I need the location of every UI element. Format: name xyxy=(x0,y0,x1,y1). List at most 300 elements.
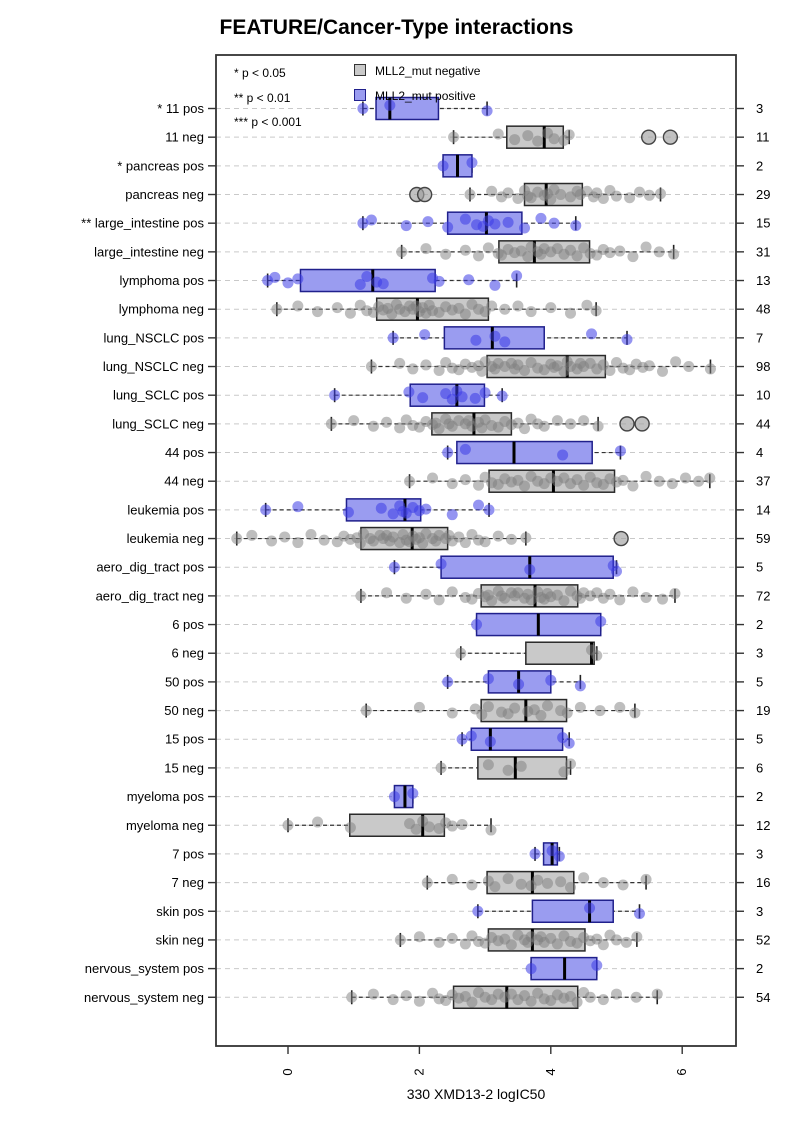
data-point-positive xyxy=(378,278,389,289)
data-point-positive xyxy=(482,105,493,116)
data-point-negative xyxy=(460,474,471,485)
y-axis-label: 15 pos xyxy=(164,731,204,747)
data-point-positive xyxy=(554,851,565,862)
data-point-negative xyxy=(552,415,563,426)
x-tick-label: 4 xyxy=(542,1068,558,1076)
data-point-positive xyxy=(489,331,500,342)
y-axis-label: lymphoma neg xyxy=(118,301,204,317)
data-point-positive xyxy=(483,673,494,684)
data-point-negative xyxy=(346,992,357,1003)
y-axis-label: lung_NSCLC pos xyxy=(103,330,204,346)
data-point-positive xyxy=(260,504,271,515)
data-point-negative xyxy=(355,590,366,601)
y-axis-label: pancreas neg xyxy=(125,187,204,203)
data-point-positive xyxy=(615,445,626,456)
data-point-negative xyxy=(447,586,458,597)
count-label: 29 xyxy=(756,187,771,203)
data-point-negative xyxy=(641,592,652,603)
count-label: 5 xyxy=(756,674,764,690)
data-point-negative xyxy=(246,530,257,541)
data-point-positive xyxy=(634,908,645,919)
data-point-positive xyxy=(470,335,481,346)
count-label: 3 xyxy=(756,101,764,116)
y-axis-label: myeloma neg xyxy=(125,817,204,833)
count-label: 4 xyxy=(756,445,764,461)
data-point-positive xyxy=(361,271,372,282)
data-point-positive xyxy=(422,216,433,227)
data-point-negative xyxy=(489,881,500,892)
y-axis-label: nervous_system pos xyxy=(84,961,204,977)
data-point-negative xyxy=(509,703,520,714)
data-point-negative xyxy=(542,700,553,711)
outlier-point xyxy=(635,417,649,431)
data-point-positive xyxy=(557,449,568,460)
y-axis-label: leukemia neg xyxy=(126,531,204,547)
data-point-negative xyxy=(539,421,550,432)
data-point-negative xyxy=(361,705,372,716)
data-point-negative xyxy=(562,707,573,718)
data-point-positive xyxy=(526,963,537,974)
data-point-negative xyxy=(593,421,604,432)
data-point-negative xyxy=(614,246,625,257)
data-point-negative xyxy=(483,701,494,712)
data-point-positive xyxy=(485,736,496,747)
data-point-negative xyxy=(345,308,356,319)
data-point-negative xyxy=(483,242,494,253)
data-point-negative xyxy=(447,821,458,832)
data-point-negative xyxy=(407,363,418,374)
count-label: 6 xyxy=(756,760,764,776)
data-point-negative xyxy=(401,593,412,604)
data-point-positive xyxy=(489,280,500,291)
y-axis-label: lung_NSCLC neg xyxy=(102,359,204,375)
data-point-positive xyxy=(499,336,510,347)
count-label: 14 xyxy=(756,502,771,518)
data-point-negative xyxy=(404,476,415,487)
data-point-negative xyxy=(522,130,533,141)
data-point-negative xyxy=(564,129,575,140)
data-point-negative xyxy=(466,879,477,890)
data-point-negative xyxy=(292,537,303,548)
data-point-positive xyxy=(329,390,340,401)
data-point-negative xyxy=(591,650,602,661)
data-point-negative xyxy=(614,594,625,605)
data-point-negative xyxy=(657,594,668,605)
data-point-negative xyxy=(641,471,652,482)
data-point-negative xyxy=(420,359,431,370)
data-point-negative xyxy=(455,648,466,659)
data-point-negative xyxy=(460,308,471,319)
data-point-negative xyxy=(618,475,629,486)
data-point-negative xyxy=(447,933,458,944)
data-point-negative xyxy=(414,702,425,713)
y-axis-label: 44 pos xyxy=(164,445,204,461)
data-point-negative xyxy=(644,360,655,371)
y-axis-label: skin pos xyxy=(156,903,204,919)
data-point-positive xyxy=(611,566,622,577)
y-axis-label: 6 pos xyxy=(172,617,204,633)
data-point-negative xyxy=(447,707,458,718)
significance-legend xyxy=(234,64,302,138)
data-point-negative xyxy=(654,246,665,257)
data-point-negative xyxy=(522,251,533,262)
data-point-negative xyxy=(503,873,514,884)
data-point-negative xyxy=(634,187,645,198)
data-point-negative xyxy=(655,188,666,199)
data-point-positive xyxy=(292,273,303,284)
data-point-negative xyxy=(581,300,592,311)
data-point-negative xyxy=(473,250,484,261)
y-axis-label: 44 neg xyxy=(164,473,204,489)
data-point-positive xyxy=(549,218,560,229)
data-point-negative xyxy=(535,710,546,721)
data-point-negative xyxy=(414,996,425,1007)
data-point-negative xyxy=(506,534,517,545)
box-positive xyxy=(532,900,613,922)
data-point-positive xyxy=(403,387,414,398)
count-label: 13 xyxy=(756,273,771,289)
count-label: 2 xyxy=(756,789,764,805)
data-point-negative xyxy=(420,243,431,254)
data-point-positive xyxy=(442,222,453,233)
count-label: 19 xyxy=(756,703,771,719)
data-point-negative xyxy=(305,529,316,540)
count-label: 31 xyxy=(756,244,771,260)
data-point-negative xyxy=(231,533,242,544)
data-point-negative xyxy=(516,761,527,772)
data-point-negative xyxy=(591,305,602,316)
data-point-negative xyxy=(266,535,277,546)
mutation-group-legend xyxy=(354,64,480,113)
data-point-positive xyxy=(595,616,606,627)
count-label: 37 xyxy=(756,473,771,489)
data-point-negative xyxy=(271,304,282,315)
data-point-positive xyxy=(472,906,483,917)
data-point-negative xyxy=(424,821,435,832)
data-point-negative xyxy=(414,931,425,942)
data-point-negative xyxy=(512,300,523,311)
data-point-positive xyxy=(473,500,484,511)
data-point-negative xyxy=(326,418,337,429)
count-label: 10 xyxy=(756,387,771,403)
data-point-positive xyxy=(503,217,514,228)
data-point-negative xyxy=(503,765,514,776)
data-point-negative xyxy=(627,586,638,597)
x-tick-label: 0 xyxy=(280,1068,295,1076)
count-label: 5 xyxy=(756,731,764,747)
data-point-positive xyxy=(591,960,602,971)
y-axis-label: 7 pos xyxy=(172,846,204,862)
data-point-positive xyxy=(420,504,431,515)
x-tick-label: 6 xyxy=(674,1068,690,1076)
data-point-positive xyxy=(497,391,508,402)
y-axis-label: lung_SCLC neg xyxy=(112,416,204,432)
data-point-negative xyxy=(611,191,622,202)
data-point-negative xyxy=(565,758,576,769)
data-point-positive xyxy=(401,220,412,231)
data-point-positive xyxy=(511,270,522,281)
data-point-negative xyxy=(595,705,606,716)
y-axis-label: aero_dig_tract pos xyxy=(96,559,204,575)
data-point-negative xyxy=(693,476,704,487)
data-point-positive xyxy=(545,675,556,686)
data-point-negative xyxy=(457,819,468,830)
data-point-positive xyxy=(376,503,387,514)
data-point-positive xyxy=(434,276,445,287)
count-label: 5 xyxy=(756,559,764,575)
data-point-positive xyxy=(484,504,495,515)
data-point-negative xyxy=(480,536,491,547)
box-positive xyxy=(471,728,562,750)
data-point-positive xyxy=(470,393,481,404)
data-point-positive xyxy=(447,509,458,520)
data-point-negative xyxy=(520,532,531,543)
data-point-negative xyxy=(629,707,640,718)
data-point-positive xyxy=(584,903,595,914)
y-axis-label: * pancreas pos xyxy=(117,158,204,174)
y-axis-label: 11 neg xyxy=(165,129,204,145)
count-label: 54 xyxy=(756,989,771,1005)
data-point-negative xyxy=(493,128,504,139)
data-point-negative xyxy=(312,306,323,317)
count-label: 2 xyxy=(756,158,764,174)
y-axis-label: 15 neg xyxy=(164,760,204,776)
data-point-negative xyxy=(447,874,458,885)
count-label: 98 xyxy=(756,359,771,375)
data-point-negative xyxy=(464,189,475,200)
y-axis-label: lymphoma pos xyxy=(119,273,204,289)
outlier-point xyxy=(642,130,656,144)
data-point-positive xyxy=(389,562,400,573)
data-point-negative xyxy=(447,478,458,489)
count-label: 11 xyxy=(756,129,770,145)
data-point-negative xyxy=(292,300,303,311)
data-point-negative xyxy=(670,356,681,367)
data-point-positive xyxy=(442,447,453,458)
data-point-negative xyxy=(657,366,668,377)
count-label: 2 xyxy=(756,617,764,633)
data-point-positive xyxy=(622,334,633,345)
data-point-negative xyxy=(420,589,431,600)
data-point-negative xyxy=(509,134,520,145)
data-point-negative xyxy=(434,594,445,605)
data-point-negative xyxy=(578,415,589,426)
data-point-negative xyxy=(555,189,566,200)
data-point-negative xyxy=(312,817,323,828)
data-point-negative xyxy=(348,415,359,426)
data-point-negative xyxy=(598,994,609,1005)
chart-title: FEATURE/Cancer-Type interactions xyxy=(219,16,574,39)
data-point-negative xyxy=(542,878,553,889)
count-label: 52 xyxy=(756,932,771,948)
y-axis-label: lung_SCLC pos xyxy=(112,387,204,403)
data-point-negative xyxy=(486,825,497,836)
data-point-negative xyxy=(545,302,556,313)
data-point-negative xyxy=(519,481,530,492)
data-point-positive xyxy=(489,218,500,229)
data-point-negative xyxy=(631,992,642,1003)
significance-legend-item-3: *** p < 0.001 xyxy=(234,115,302,129)
data-point-positive xyxy=(466,157,477,168)
data-point-negative xyxy=(417,538,428,549)
data-point-positive xyxy=(530,848,541,859)
data-point-negative xyxy=(434,423,445,434)
count-label: 2 xyxy=(756,961,764,977)
data-point-positive xyxy=(442,676,453,687)
data-point-negative xyxy=(624,192,635,203)
data-point-negative xyxy=(641,874,652,885)
data-point-positive xyxy=(570,220,581,231)
data-point-negative xyxy=(618,879,629,890)
data-point-negative xyxy=(611,989,622,1000)
data-point-positive xyxy=(417,392,428,403)
data-point-negative xyxy=(549,133,560,144)
legend-row-negative xyxy=(354,64,480,89)
significance-legend-item-1: * p < 0.05 xyxy=(234,66,286,80)
data-point-negative xyxy=(627,481,638,492)
data-point-negative xyxy=(611,934,622,945)
data-point-negative xyxy=(668,249,679,260)
y-axis-label: myeloma pos xyxy=(126,789,204,805)
data-point-negative xyxy=(704,473,715,484)
count-label: 12 xyxy=(756,817,771,833)
data-point-positive xyxy=(366,214,377,225)
y-axis-label: 50 neg xyxy=(164,703,204,719)
data-point-positive xyxy=(292,501,303,512)
data-point-positive xyxy=(388,332,399,343)
data-point-positive xyxy=(519,222,530,233)
data-point-negative xyxy=(604,589,615,600)
data-point-negative xyxy=(598,877,609,888)
data-point-negative xyxy=(506,939,517,950)
data-point-negative xyxy=(436,762,447,773)
legend-label-negative: MLL2_mut negative xyxy=(375,64,481,78)
data-point-negative xyxy=(396,246,407,257)
count-label: 3 xyxy=(756,846,764,862)
data-point-negative xyxy=(503,187,514,198)
y-axis-label: skin neg xyxy=(155,932,204,948)
data-point-positive xyxy=(407,788,418,799)
data-point-negative xyxy=(366,361,377,372)
count-label: 3 xyxy=(756,903,764,919)
x-axis-title: 330 XMD13-2 logIC50 xyxy=(406,1086,546,1102)
data-point-negative xyxy=(388,994,399,1005)
data-point-negative xyxy=(641,242,652,253)
y-axis-label: * 11 pos xyxy=(157,101,204,116)
data-point-positive xyxy=(471,619,482,630)
y-axis-label: leukemia pos xyxy=(127,502,204,518)
data-point-negative xyxy=(585,992,596,1003)
data-point-negative xyxy=(558,595,569,606)
data-point-positive xyxy=(457,391,468,402)
data-point-negative xyxy=(422,877,433,888)
data-point-positive xyxy=(460,214,471,225)
count-label: 15 xyxy=(756,215,771,231)
data-point-positive xyxy=(460,444,471,455)
data-point-positive xyxy=(283,277,294,288)
data-point-negative xyxy=(283,820,294,831)
data-point-negative xyxy=(516,879,527,890)
y-axis-label: ** large_intestine pos xyxy=(81,215,204,231)
data-point-negative xyxy=(598,939,609,950)
data-point-negative xyxy=(345,822,356,833)
data-point-negative xyxy=(486,186,497,197)
data-point-negative xyxy=(654,476,665,487)
data-point-negative xyxy=(578,872,589,883)
data-point-negative xyxy=(526,306,537,317)
data-point-negative xyxy=(427,473,438,484)
data-point-negative xyxy=(532,136,543,147)
data-point-positive xyxy=(438,160,449,171)
outlier-point xyxy=(614,532,628,546)
data-point-negative xyxy=(565,418,576,429)
data-point-negative xyxy=(401,990,412,1001)
box-negative xyxy=(526,642,594,664)
data-point-negative xyxy=(565,882,576,893)
data-point-positive xyxy=(389,791,400,802)
data-point-positive xyxy=(535,213,546,224)
data-point-positive xyxy=(480,387,491,398)
data-point-negative xyxy=(319,535,330,546)
data-point-positive xyxy=(466,731,477,742)
data-point-negative xyxy=(368,989,379,1000)
data-point-positive xyxy=(463,274,474,285)
data-point-negative xyxy=(614,702,625,713)
count-label: 44 xyxy=(756,416,771,432)
data-point-positive xyxy=(513,679,524,690)
data-point-negative xyxy=(680,473,691,484)
data-point-negative xyxy=(460,245,471,256)
data-point-negative xyxy=(621,937,632,948)
legend-label-positive: MLL2_mut positive xyxy=(375,88,476,103)
count-label: 7 xyxy=(756,330,764,346)
data-point-positive xyxy=(269,272,280,283)
data-point-negative xyxy=(440,249,451,260)
outlier-point xyxy=(620,417,634,431)
count-label: 72 xyxy=(756,588,771,604)
data-point-positive xyxy=(586,328,597,339)
data-point-negative xyxy=(572,997,583,1008)
legend-swatch-positive xyxy=(354,89,366,101)
data-point-negative xyxy=(545,194,556,205)
data-point-negative xyxy=(669,588,680,599)
data-point-negative xyxy=(448,132,459,143)
data-point-negative xyxy=(565,308,576,319)
data-point-negative xyxy=(627,251,638,262)
data-point-negative xyxy=(381,417,392,428)
data-point-negative xyxy=(476,366,487,377)
y-axis-label: aero_dig_tract neg xyxy=(95,588,204,604)
count-label: 3 xyxy=(756,645,764,661)
data-point-positive xyxy=(436,559,447,570)
data-point-positive xyxy=(343,507,354,518)
data-point-positive xyxy=(419,329,430,340)
data-point-negative xyxy=(434,937,445,948)
data-point-positive xyxy=(524,564,535,575)
data-point-negative xyxy=(368,421,379,432)
data-point-negative xyxy=(466,997,477,1008)
data-point-negative xyxy=(486,300,497,311)
data-point-negative xyxy=(652,989,663,1000)
outlier-point xyxy=(663,130,677,144)
data-point-negative xyxy=(486,595,497,606)
count-label: 48 xyxy=(756,301,771,317)
data-point-negative xyxy=(532,875,543,886)
data-point-negative xyxy=(519,423,530,434)
legend-swatch-negative xyxy=(354,64,366,76)
y-axis-label: nervous_system neg xyxy=(84,989,204,1005)
count-label: 59 xyxy=(756,531,771,547)
